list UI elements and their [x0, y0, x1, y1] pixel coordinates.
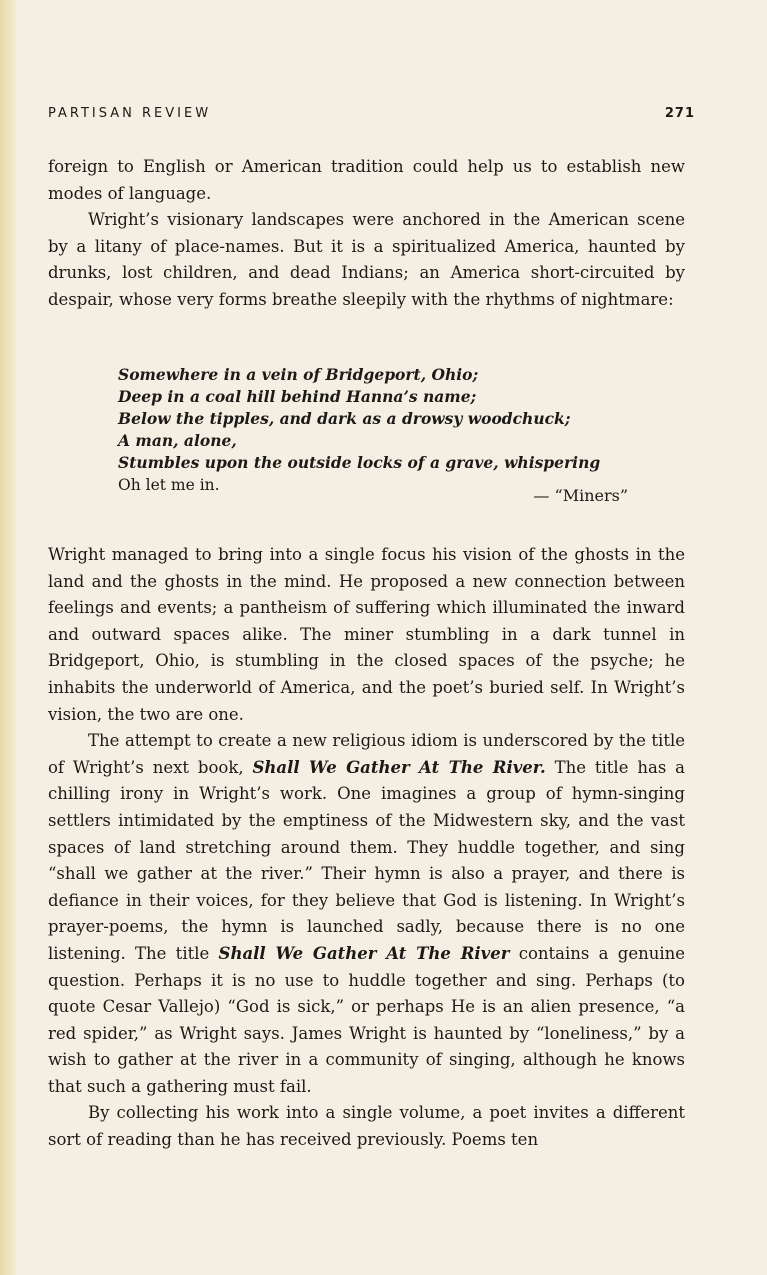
poem-quotation: [118, 364, 638, 496]
paragraph-ghosts: Wright managed to bring into a single focus his vision of the ghosts in the land and the ghosts in the mind. He proposed a new connection between feelings and events; a pantheism of suffering which illuminated the inward and outward spaces alike. The miner stumbling in a dark tunnel in Bridgeport, Ohio, is stumbling in the closed spaces of the psyche; he inhabits the underworld of America, and the poet’s buried self. In Wright’s vision, the two are one.: [48, 545, 685, 724]
paragraph-continuation: foreign to English or American tradition could help us to establish new modes of language.: [48, 157, 685, 203]
running-header: [48, 106, 695, 130]
poem-attribution: — “Miners”: [533, 486, 628, 505]
poem-line: A man, alone,: [118, 431, 237, 450]
paragraph-text: The title has a chilling irony in Wright’s work. One imagines a group of hymn-singing settlers intimidated by the emptiness of the Midwestern sky, and the vast spaces of land stretching around them. They huddle together, and sing “shall we gather at the river.” Their hymn is also a prayer, and there is defiance in their voices, for they believe that God is listening. In Wright’s prayer-poems, the hymn is launched sadly, because there is no one listening. The title: [48, 757, 686, 963]
page-number: 271: [664, 106, 695, 121]
paragraph-landscapes: Wright’s visionary landscapes were anchored in the American scene by a litany of place-names. But it is a spiritualized America, haunted by drunks, lost children, and dead Indians; an America short-circuited by despair, whose very forms breathe sleepily with the rhythms of nightmare:: [48, 210, 685, 309]
paragraph-collecting: By collecting his work into a single volume, a poet invites a different sort of reading than he has received previously. Poems ten: [48, 1103, 685, 1150]
page-spine-shadow: [0, 0, 18, 1275]
poem-line: Below the tipples, and dark as a drowsy woodchuck;: [118, 409, 571, 428]
journal-title: PARTISAN REVIEW: [48, 106, 212, 121]
text-block-top: [48, 154, 685, 314]
paragraph-religious-idiom: [48, 728, 685, 1100]
poem-line: Oh let me in.: [118, 476, 220, 494]
poem-line: Stumbles upon the outside locks of a grave, whispering: [118, 453, 601, 472]
paragraph-text: contains a genuine question. Perhaps it is no use to huddle together and sing. Perhaps (to quote Cesar Vallejo) “God is sick,” or perhaps He is an alien presence, “a red spider,” as Wright says. James Wright is haunted by “loneliness,” by a wish to gather at the river in a community of singing, although he knows that such a gathering must fail.: [48, 943, 686, 1096]
poem-line: Somewhere in a vein of Bridgeport, Ohio;: [118, 365, 479, 384]
book-title: Shall We Gather At The River.: [252, 757, 546, 777]
paragraph-text: The attempt to create a new religious idiom is underscored by the title of Wright’s next book,: [48, 731, 685, 777]
text-block-bottom: [48, 542, 685, 1154]
book-title: Shall We Gather At The River: [218, 943, 510, 963]
poem-line: Deep in a coal hill behind Hanna’s name;: [118, 387, 477, 406]
